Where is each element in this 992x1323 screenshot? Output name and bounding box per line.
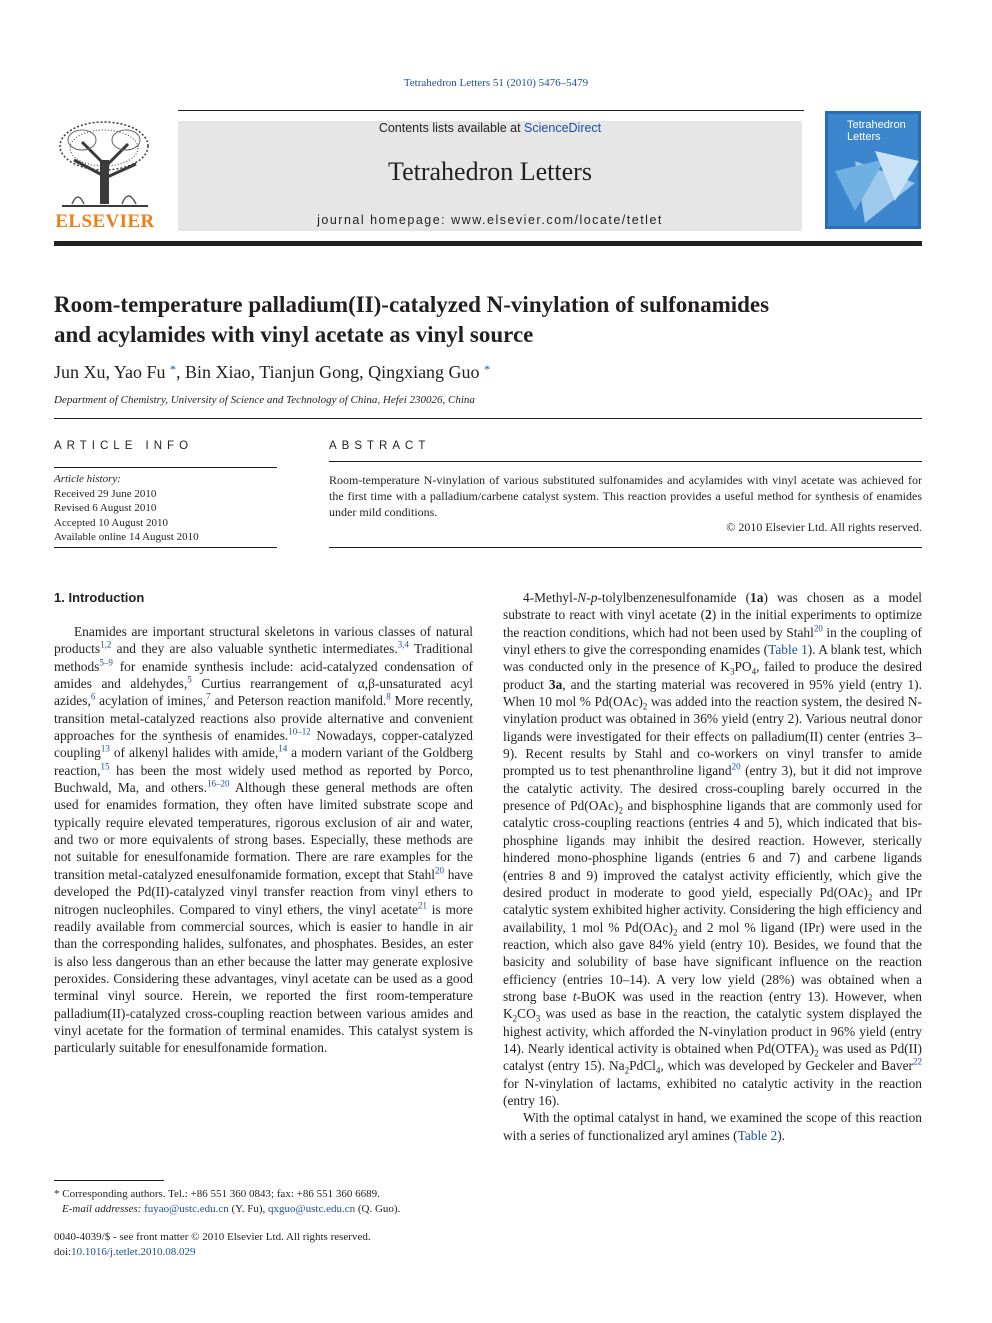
article-history: Article history: Received 29 June 2010 Revised 6 August 2010 Accepted 10 August 2010 Available online 14 August 2010 (54, 473, 199, 543)
homepage-link[interactable]: www.elsevier.com/locate/tetlet (451, 213, 663, 227)
history-accepted: Accepted 10 August 2010 (54, 516, 168, 529)
journal-homepage: journal homepage: www.elsevier.com/locate/tetlet (317, 213, 663, 227)
corresponding-star[interactable]: * (484, 362, 491, 376)
email-link[interactable]: qxguo@ustc.edu.cn (268, 1202, 356, 1215)
doi-link[interactable]: 10.1016/j.tetlet.2010.08.029 (71, 1245, 196, 1258)
corresponding-star[interactable]: * (170, 362, 177, 376)
cover-title-1: Tetrahedron (847, 119, 906, 131)
affiliation: Department of Chemistry, University of Science and Technology of China, Hefei 230026, China (54, 394, 475, 406)
abstract-heading: ABSTRACT (329, 440, 431, 452)
section-heading: 1. Introduction (54, 590, 145, 605)
journal-citation[interactable]: Tetrahedron Letters 51 (2010) 5476–5479 (403, 77, 589, 89)
footnote-rule (54, 1180, 164, 1181)
body-column-right: 4-Methyl-N-p-tolylbenzenesulfonamide (1a) was chosen as a model substrate to react with vinyl acetate (2) in the initial experiments to optimize the reaction conditions, which had not been used by Stahl$^{20}$ in the coupling of vinyl ethers to give the corresponding enamides (Table 1). A blank test, which was conducted only in the presence of $K_3PO_4$, failed to produce the desired product 3a, and the starting material was recovered in 95% yield (entry 1). When 10 mol % $Pd(OAc)_2$ was added into the reaction system, the desired N-vinylation product was obtained in 36% yield (entry 2). Various neutral donor ligands were investigated for their effects on palladium(II) center (entries 3–9). Recent results by Stahl and co-workers on vinyl transfer to amide prompted us to test phenanthroline ligand$^{20}$ (entry 3), but it did not improve the catalytic activity. The desired cross-coupling barely occurred in the presence of $Pd(OAc)_2$ and bisphosphine ligands that are commonly used for catalytic cross-coupling reactions (entries 4 and 5), which indicated that bis-phosphine ligands may inhibit the desired reaction. However, sterically hindered mono-phosphine ligands (entries 6 and 7) and carbene ligands (entries 8 and 9) improved the catalyst activity efficiently, which give the desired product in moderate to good yield, especially $Pd(OAc)_2$ and IPr catalytic system exhibited higher activity. Considering the high efficiency and availability, 1 mol % $Pd(OAc)_2$ and 2 mol % ligand (IPr) were used in the reaction, which also gave 84% yield (entry 10). Besides, we found that the basicity and solubility of base have significant influence on the reaction efficiency (entries 10–14). A very low yield (28%) was obtained when a strong base t-BuOK was used in the reaction (entry 13). However, when $K_2CO_3$ was used as base in the reaction, the catalytic system displayed the highest activity, which afforded the N-vinylation product in 96% yield (entry 14). Nearly identical activity is obtained when $Pd(OTFA)_2$ was used as Pd(II) catalyst (entry 15). $Na_2PdCl_4$, which was developed by Geckeler and Baver$^{22}$ for N-vinylation of lactams, exhibited no catalytic activity in the reaction (entry 16). With the optimal catalyst in hand, we examined the scope of this reaction with a series of functionalized aryl amines (Table 2). (503, 590, 923, 1143)
front-matter: 0040-4039/$ - see front matter © 2010 Elsevier Ltd. All rights reserved. doi:10.1016/j.tetlet.2010.08.029 (54, 1231, 371, 1258)
abstract-text: Room-temperature N-vinylation of various substituted sulfonamides and acylamides with vinyl acetate was achieved for the first time with a palladium/carbene catalyst system. This reaction provides a useful method for synthesis of enamides under mild conditions. (329, 473, 922, 519)
email-link[interactable]: fuyao@ustc.edu.cn (144, 1202, 229, 1215)
cover-title-2: Letters (847, 131, 881, 143)
header-rule (178, 110, 804, 111)
affiliation-rule (54, 418, 922, 419)
journal-cover (825, 111, 921, 229)
author-list: Jun Xu, Yao Fu *, Bin Xiao, Tianjun Gong, Qingxiang Guo * (54, 362, 491, 382)
abstract-copyright: © 2010 Elsevier Ltd. All rights reserved. (726, 520, 922, 534)
history-online: Available online 14 August 2010 (54, 531, 199, 543)
article-info-heading: ARTICLE INFO (54, 440, 194, 452)
header-thick-rule (54, 241, 922, 246)
article-info-rule-bottom (54, 547, 277, 548)
sciencedirect-link[interactable]: ScienceDirect (524, 121, 602, 135)
history-received: Received 29 June 2010 (54, 487, 157, 500)
contents-line: Contents lists available at ScienceDirect (378, 121, 602, 135)
history-revised: Revised 6 August 2010 (54, 502, 157, 514)
abstract-rule (329, 461, 922, 462)
body-column-left: Enamides are important structural skeletons in various classes of natural products$^{1,2}$ and they are also valuable synthetic intermediates.$^{3,4}$ Traditional methods$^{5-9}$ for enamide synthesis include: acid-catalyzed condensation of amides and aldehydes,$^5$ Curtius rearrangement of α,β-unsaturated acyl azides,$^6$ acylation of imines,$^7$ and Peterson reaction manifold.$^8$ More recently, transition metal-catalyzed reactions also provide alternative and convenient approaches for the synthesis of enamides.$^{10-12}$ Nowadays, copper-catalyzed coupling$^{13}$ of alkenyl halides with amide,$^{14}$ a modern variant of the Goldberg reaction,$^{15}$ has been the most widely used method as reported by Porco, Buchwald, Ma, and others.$^{16-20}$ Although these general methods are often used for enamides formation, they often have limited substrate scope and typically require elevated temperatures, rigorous exclusion of air and water, and two or more equivalents of strong bases. Especially, these methods are not suitable for enesulfonamide formation. There are rare examples for the transition metal-catalyzed enesulfonamide formation, except that Stahl$^{20}$ have developed the Pd(II)-catalyzed vinyl transfer reaction from vinyl ethers to nitrogen nucleophiles. Compared to vinyl ethers, the vinyl acetate$^{21}$ is more readily available from commercial sources, which is easier to handle in air than the corresponding halides, sulfonates, and phosphates. Besides, an ester is also less dangerous than an ether because the latter may generate explosive peroxides. Considering these advantages, vinyl acetate can be used as a good terminal vinyl source. Herein, we reported the first room-temperature palladium(II)-catalyzed cross-coupling reaction between various amides and vinyl acetate for the formation of terminal enamides. This catalyst system is particularly suitable for enesulfonamide formation. (54, 624, 473, 1056)
article-info-rule (54, 467, 277, 468)
tree-icon (52, 120, 156, 212)
elsevier-wordmark: ELSEVIER (55, 211, 155, 232)
corresponding-footnote: * Corresponding authors. Tel.: +86 551 360 0843; fax: +86 551 360 6689. E-mail addresses: fuyao@ustc.edu.cn (Y. Fu), qxguo@ustc.edu.cn (Q. Guo). (54, 1188, 401, 1215)
journal-title: Tetrahedron Letters (388, 157, 592, 186)
article-title: Room-temperature palladium(II)-catalyzed N-vinylation of sulfonamides and acylamides with vinyl acetate as vinyl source (54, 292, 770, 347)
abstract-rule-bottom (329, 547, 922, 548)
